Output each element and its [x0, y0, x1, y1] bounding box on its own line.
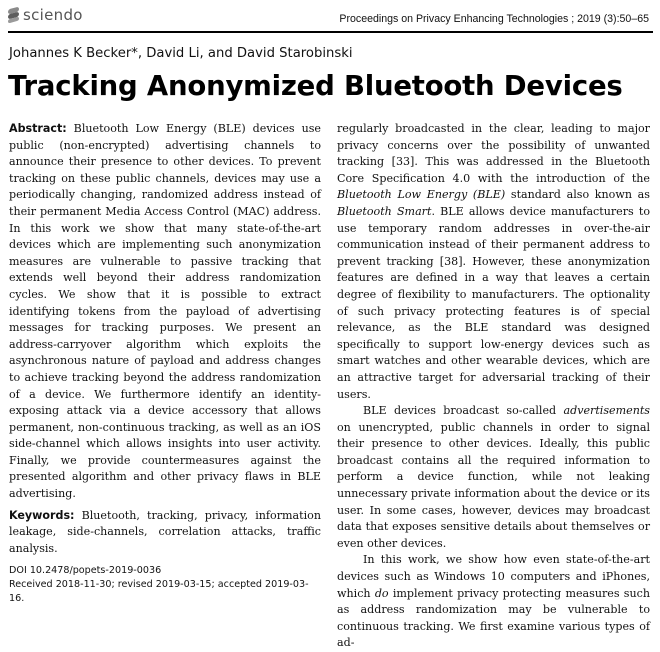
sciendo-s-mark-icon — [8, 8, 19, 22]
doi: DOI 10.2478/popets-2019-0036 — [9, 565, 162, 577]
paragraph-text: BLE devices broadcast so-called — [363, 404, 564, 418]
author-list: Johannes K Becker*, David Li, and David Starobinski — [9, 46, 353, 61]
paragraph-text: implement privacy protecting measures such as address randomization may be vulnerable to continuous tracking. We first examine various types of ad- — [337, 586, 650, 650]
body-paragraph-3 — [337, 552, 650, 652]
left-column — [9, 121, 321, 606]
paragraph-text: on unencrypted, public channels in order to signal their presence to other devices. Ideally, this public broadcast contains all the required information to perform a device function, while not leaking unnecessary private information about the device or its user. In some cases, however, devices may broadcast data that exposes sensitive details about themselves or even other devices. — [337, 420, 650, 550]
paragraph-text: standard also known as — [505, 188, 650, 202]
publisher-name: sciendo — [23, 6, 83, 24]
keywords — [9, 508, 321, 558]
publication-dates: Received 2018-11-30; revised 2019-03-15; accepted 2019-03-16. — [9, 579, 309, 605]
publisher-logo — [8, 6, 83, 24]
journal-citation: Proceedings on Privacy Enhancing Technologies ; 2019 (3):50–65 — [339, 13, 649, 25]
abstract-label: Abstract: — [9, 122, 67, 135]
body-paragraph-2 — [337, 403, 650, 552]
abstract-text: Bluetooth Low Energy (BLE) devices use public (non-encrypted) advertising channels to announce their presence to other devices. To prevent tracking on these public channels, devices may use a periodically changing, randomized address instead of their permanent Media Access Control (MAC) address. In this work we show that many state-of-the-art devices which are implementing such anonymization measures are vulnerable to passive tracking that extends well beyond their address randomization cycles. We show that it is possible to extract identifying tokens from the payload of advertising messages for tracking purposes. We present an address-carryover algorithm which exploits the asynchronous nature of payload and address changes to achieve tracking beyond the address randomization of a device. We furthermore identify an identity-exposing attack via a device accessory that allows permanent, non-continuous tracking, as well as an iOS side-channel which allows insights into user activity. Finally, we provide countermeasures against the presented algorithm and other privacy flaws in BLE advertising. — [9, 122, 321, 501]
abstract — [9, 121, 321, 503]
body-paragraph-1 — [337, 121, 650, 403]
paragraph-text: . BLE allows device manufacturers to use temporary random addresses in over-the-air communication instead of their permanent address to prevent tracking [38]. However, these anonymization features are defined in a way that leaves a certain degree of flexibility to manufacturers. The optionality of such privacy protecting features is of special relevance, as the BLE standard was designed specifically to support low-energy devices such as smart watches and other wearable devices, which are an attractive target for adversarial tracking of their users. — [337, 204, 650, 401]
emphasis-do: do — [374, 586, 389, 600]
paragraph-text: In this work, we show how even state-of-the-art devices such as Windows 10 computers and iPhones, which — [337, 553, 650, 600]
keywords-text: Bluetooth, tracking, privacy, information leakage, side-channels, correlation attacks, traffic analysis. — [9, 508, 321, 555]
paper-title: Tracking Anonymized Bluetooth Devices — [8, 70, 623, 102]
header-rule — [8, 31, 653, 33]
emphasis-bluetooth-smart: Bluetooth Smart — [337, 204, 432, 218]
page-header — [0, 0, 660, 36]
emphasis-advertisements: advertisements — [563, 404, 650, 418]
emphasis-ble: Bluetooth Low Energy (BLE) — [337, 188, 506, 202]
keywords-label: Keywords: — [9, 508, 75, 522]
paragraph-text: regularly broadcasted in the clear, leading to major privacy concerns over the possibility of unwanted tracking [33]. This was addressed in the Bluetooth Core Specification 4.0 with the introduction of the — [337, 122, 650, 185]
right-column — [337, 121, 650, 652]
